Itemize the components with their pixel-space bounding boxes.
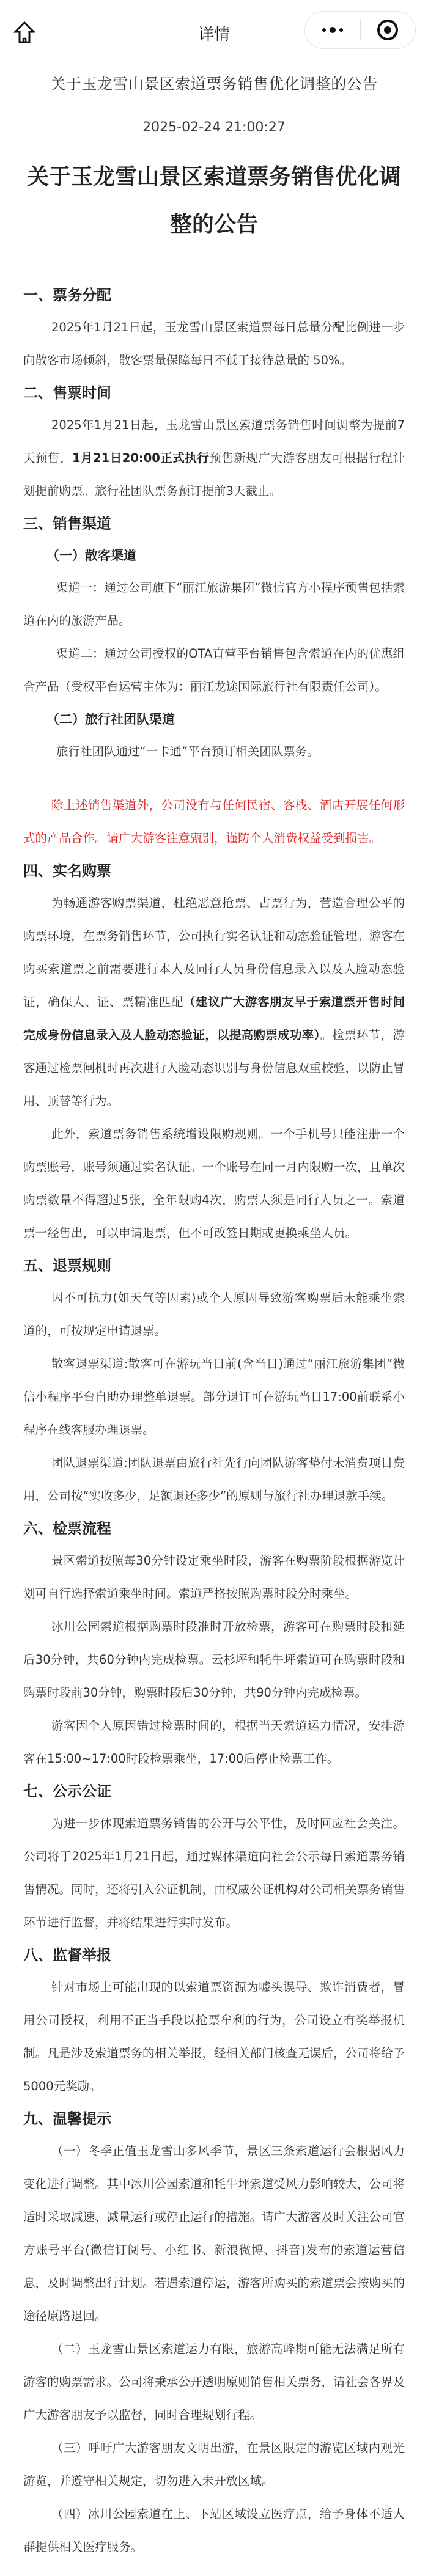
section-heading-7: 七、公示公证 bbox=[23, 1783, 111, 1800]
paragraph: 渠道一：通过公司旗下“丽江旅游集团”微信官方小程序预售包括索道在内的旅游产品。 bbox=[23, 581, 405, 628]
mini-program-capsule bbox=[304, 11, 416, 49]
paragraph: 此外，索道票务销售系统增设限购规则。一个手机号只能注册一个购票账号，账号须通过实名认证。一个账号在同一月内限购一次，且单次购票数量不得超过5张，全年限购4次，购票人须是同行人员之一。索道票一经售出，可以申请退票，但不可改签日期或更换乘坐人员。 bbox=[23, 1127, 405, 1240]
paragraph: 为畅通游客购票渠道，杜绝恶意抢票、占票行为，营造合理公平的购票环境，在票务销售环节，公司执行实名认证和动态验证管理。游客在购买索道票之前需要进行本人及同行人员身份信息录入以及人脸动态验证，确保人、证、票精准匹配（建议广大游客朋友早于索道票开售时间完成身份信息录入及人脸动态验证，以提高购票成功率）。检票环节，游客通过检票闸机时再次进行人脸动态识别与身份信息双重校验，以防止冒用、顶替等行为。 bbox=[23, 896, 405, 1108]
paragraph: （二）玉龙雪山景区索道运力有限，旅游高峰期可能无法满足所有游客的购票需求。公司将秉承公开透明原则销售相关票务，请社会各界及广大游客朋友予以监督，同时合理规划行程。 bbox=[23, 2342, 405, 2422]
paragraph: 景区索道按照每30分钟设定乘坐时段，游客在购票阶段根据游览计划可自行选择索道乘坐时间。索道严格按照购票时段分时乘坐。 bbox=[23, 1554, 405, 1601]
paragraph: 针对市场上可能出现的以索道票资源为噱头误导、欺诈消费者，冒用公司授权，利用不正当手段以抢票牟利的行为，公司设立有奖举报机制。凡是涉及索道票务的相关举报，经相关部门核查无误后，公司将给予5000元奖励。 bbox=[23, 1980, 405, 2093]
paragraph: 渠道二：通过公司授权的OTA直营平台销售包含索道在内的优惠组合产品（受权平台运营主体为：丽江龙途国际旅行社有限责任公司）。 bbox=[23, 647, 405, 694]
paragraph: 2025年1月21日起，玉龙雪山景区索道票每日总量分配比例进一步向散客市场倾斜，散客票量保障每日不低于接待总量的 50%。 bbox=[23, 320, 405, 367]
target-circle-icon bbox=[377, 20, 398, 40]
nav-bar bbox=[0, 0, 428, 61]
subsection-heading: （一）散客渠道 bbox=[46, 548, 136, 563]
subsection-heading: （二）旅行社团队渠道 bbox=[46, 712, 175, 727]
more-button[interactable] bbox=[305, 12, 360, 48]
paragraph: （三）呼吁广大游客朋友文明出游，在景区限定的游览区域内观光游览，并遵守相关规定，切勿进入未开放区域。 bbox=[23, 2441, 405, 2488]
article-small-title: 关于玉龙雪山景区索道票务销售优化调整的公告 bbox=[50, 75, 378, 93]
bold-highlight: （建议广大游客朋友早于索道票开售时间完成身份信息录入及人脸动态验证，以提高购票成功率） bbox=[23, 995, 405, 1042]
paragraph: 因不可抗力(如天气等因素)或个人原因导致游客购票后未能乘坐索道的，可按规定申请退票。 bbox=[23, 1291, 405, 1338]
section-heading-9: 九、温馨提示 bbox=[23, 2110, 111, 2127]
section-heading-5: 五、退票规则 bbox=[23, 1257, 111, 1274]
publish-date: 2025-02-24 21:00:27 bbox=[142, 120, 286, 135]
article-main-title: 关于玉龙雪山景区索道票务销售优化调整的公告 bbox=[26, 164, 401, 237]
close-mini-program-button[interactable] bbox=[361, 12, 416, 48]
article-body bbox=[0, 279, 428, 2576]
section-heading-2: 二、售票时间 bbox=[23, 384, 111, 402]
nav-title: 详情 bbox=[197, 26, 230, 44]
section-heading-3: 三、销售渠道 bbox=[23, 515, 111, 532]
paragraph: 2025年1月21日起，玉龙雪山景区索道票务销售时间调整为提前7天预售，1月21日20:00正式执行预售新规广大游客朋友可根据行程计划提前购票。旅行社团队票务预订提前3天截止。 bbox=[23, 418, 405, 498]
paragraph: （四）冰川公园索道在上、下站区域设立医疗点，给予身体不适人群提供相关医疗服务。 bbox=[23, 2507, 405, 2554]
paragraph: 旅行社团队通过“一卡通”平台预订相关团队票务。 bbox=[56, 744, 319, 758]
paragraph: 为进一步体现索道票务销售的公开与公平性，及时回应社会关注。公司将于2025年1月21日起，通过媒体渠道向社会公示每日索道票务销售情况。同时，还将引入公证机制，由权威公证机构对公司相关票务销售环节进行监督，并将结果进行实时发布。 bbox=[23, 1816, 405, 1929]
paragraph: 散客退票渠道:散客可在游玩当日前(含当日)通过“丽江旅游集团”微信小程序平台自助办理整单退票。部分退订可在游玩当日17:00前联系小程序在线客服办理退票。 bbox=[23, 1357, 405, 1437]
section-heading-1: 一、票务分配 bbox=[23, 287, 111, 304]
more-dots-icon bbox=[322, 27, 343, 33]
paragraph: 团队退票渠道:团队退票由旅行社先行向团队游客垫付未消费项目费用，公司按“实收多少，足额退还多少”的原则与旅行社办理退款手续。 bbox=[23, 1456, 405, 1503]
section-heading-8: 八、监督举报 bbox=[23, 1947, 111, 1964]
section-heading-6: 六、检票流程 bbox=[23, 1520, 111, 1537]
section-heading-4: 四、实名购票 bbox=[23, 862, 111, 879]
paragraph: 冰川公园索道根据购票时段准时开放检票，游客可在购票时段和延后30分钟，共60分钟内完成检票。云杉坪和牦牛坪索道可在购票时段和购票时段前30分钟，购票时段后30分钟，共90分钟内完成检票。 bbox=[23, 1620, 405, 1700]
paragraph: 游客因个人原因错过检票时间的，根据当天索道运力情况，安排游客在15:00~17:00时段检票乘坐，17:00后停止检票工作。 bbox=[23, 1719, 405, 1766]
warning-paragraph: 除上述销售渠道外，公司没有与任何民宿、客栈、酒店开展任何形式的产品合作。请广大游客注意甄别，谨防个人消费权益受到损害。 bbox=[23, 798, 405, 845]
bold-highlight: 1月21日20:00正式执行 bbox=[72, 451, 210, 465]
paragraph: （一）冬季正值玉龙雪山多风季节，景区三条索道运行会根据风力变化进行调整。其中冰川公园索道和牦牛坪索道受风力影响较大，公司将适时采取减速、减量运行或停止运行的措施。请广大游客及时关注公司官方账号平台(微信订阅号、小红书、新浪微博、抖音)发布的索道运营信息，及时调整出行计划。若遇索道停运，游客所购买的索道票会按购买的途径原路退回。 bbox=[23, 2144, 405, 2323]
